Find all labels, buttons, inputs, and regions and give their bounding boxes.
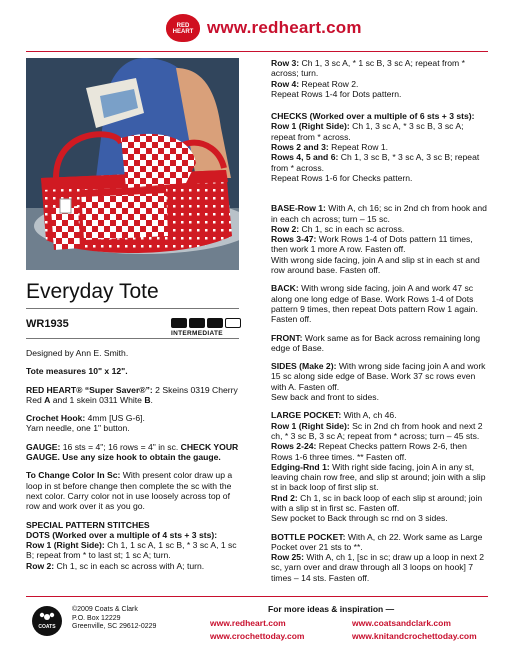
skill-bar-filled bbox=[189, 318, 205, 328]
page-header bbox=[0, 0, 510, 50]
gauge-info: GAUGE: 16 sts = 4"; 16 rows = 4" in sc. CHECK YOUR GAUGE. Use any size hook to obtain the gauge. bbox=[26, 441, 239, 463]
dots-row-2: Row 2: Ch 1, sc in each sc across with A; turn. bbox=[26, 560, 205, 571]
checks-repeat: Repeat Rows 1-6 for Checks pattern. bbox=[271, 172, 413, 183]
front-instructions: FRONT: Work same as for Back across remaining long edge of Base. bbox=[271, 332, 481, 353]
dots-repeat: Repeat Rows 1-4 for Dots pattern. bbox=[271, 88, 402, 99]
base-finish: With wrong side facing, join A and slip st in each st and row around base. Fasten off. bbox=[271, 254, 480, 276]
tote-photo bbox=[26, 58, 239, 270]
skill-bar-empty bbox=[225, 318, 241, 328]
hook-info: Crochet Hook: 4mm [US G-6]. Yarn needle, one 1" button. bbox=[26, 413, 145, 434]
coats-logo: COATS bbox=[32, 606, 62, 636]
link-knitandcrochettoday[interactable]: www.knitandcrochettoday.com bbox=[352, 631, 477, 641]
skill-bar-filled bbox=[207, 318, 223, 328]
color-change-info: To Change Color In Sc: With present color draw up a loop in st before change then complete the sc with the next color. Carry color not in use loosely across top of row and work over it as you go. bbox=[26, 470, 233, 512]
skill-bars bbox=[171, 318, 241, 328]
header-rule bbox=[26, 51, 488, 52]
sides-sew: Sew back and front to sides. bbox=[271, 392, 379, 403]
skill-level-indicator bbox=[171, 318, 241, 337]
dots-row-3: Row 3: Ch 1, 3 sc A, * 1 sc B, 3 sc A; repeat from * across; turn. bbox=[271, 58, 465, 79]
checks-rows-2-3: Rows 2 and 3: Repeat Row 1. bbox=[271, 142, 389, 153]
skill-level-label: INTERMEDIATE bbox=[171, 330, 223, 337]
checks-row-1: Row 1 (Right Side): Ch 1, 3 sc A, * 3 sc B, 3 sc A; repeat from * across. bbox=[271, 121, 464, 142]
coats-emblem-icon bbox=[32, 606, 62, 636]
title-rule bbox=[26, 308, 239, 309]
right-column bbox=[271, 58, 487, 583]
link-coatsandclark[interactable]: www.coatsandclark.com bbox=[352, 618, 451, 628]
link-redheart[interactable]: www.redheart.com bbox=[210, 618, 286, 628]
ideas-heading: For more ideas & inspiration — bbox=[268, 604, 395, 614]
large-pocket-sew: Sew pocket to Back through sc rnd on 3 sides. bbox=[271, 513, 448, 524]
red-heart-logo: RED HEART bbox=[166, 14, 200, 42]
large-pocket-row-1: Row 1 (Right Side): Sc in 2nd ch from hook and next 2 ch, * 3 sc B, 3 sc A; repeat from * across; turn – 45 sts. bbox=[271, 420, 483, 441]
dots-row-4: Row 4: Repeat Row 2. bbox=[271, 78, 359, 89]
tote-illustration bbox=[26, 58, 239, 270]
footer-rule bbox=[26, 596, 488, 597]
left-column bbox=[26, 348, 242, 571]
dots-row-1: Row 1 (Right Side): Ch 1, 1 sc A, 1 sc B, * 3 sc A, 1 sc B; repeat from * to last st; 1 sc A; turn. bbox=[26, 540, 237, 561]
base-row-1: BASE-Row 1: With A, ch 16; sc in 2nd ch from hook and in each ch across; turn – 15 sc. bbox=[271, 203, 487, 224]
back-instructions: BACK: With wrong side facing, join A and work 47 sc along one long edge of Base. Work Rows 1-4 of Dots pattern 9 times, then repeat Dots pattern Row 1 again. Fasten off. bbox=[271, 283, 478, 325]
designer-credit: Designed by Ann E. Smith. bbox=[26, 348, 129, 358]
checks-title: CHECKS (Worked over a multiple of 6 sts + 3 sts): bbox=[271, 111, 475, 122]
skill-bar-filled bbox=[171, 318, 187, 328]
site-url[interactable]: www.redheart.com bbox=[207, 18, 362, 37]
bottle-pocket: BOTTLE POCKET: With A, ch 22. Work same as Large Pocket over 21 sts to **. bbox=[271, 531, 483, 552]
measurements: Tote measures 10" x 12". bbox=[26, 366, 128, 377]
large-pocket: LARGE POCKET: With A, ch 46. bbox=[271, 410, 397, 421]
header-block-rule bbox=[26, 338, 239, 339]
base-rows-3-47: Rows 3-47: Work Rows 1-4 of Dots pattern 11 times, then work 1 more A row. Fasten off. bbox=[271, 234, 473, 255]
large-pocket-rows-2-24: Rows 2-24: Repeat Checks pattern Rows 2-6, then Rows 1-6 three times. ** Fasten off. bbox=[271, 441, 467, 462]
yarn-info: RED HEART® “Super Saver®”: 2 Skeins 0319 Cherry Red A and 1 skein 0311 White B. bbox=[26, 384, 238, 405]
link-crochettoday[interactable]: www.crochettoday.com bbox=[210, 631, 305, 641]
special-stitches-title: SPECIAL PATTERN STITCHES bbox=[26, 519, 150, 530]
edging-rnd-1: Edging-Rnd 1: With right side facing, join A in any st, leaving chain row free, and slip st around; join with a slip st in back loop of first slip st. bbox=[271, 461, 486, 493]
bottle-pocket-row-25: Row 25: With A, ch 1, [sc in sc; draw up a loop in next 2 sc, yarn over and draw through all 3 loops on hook] 7 times – 14 sts. Fasten off. bbox=[271, 552, 485, 583]
checks-rows-4-6: Rows 4, 5 and 6: Ch 1, 3 sc B, * 3 sc A, 3 sc B; repeat from * across. bbox=[271, 152, 480, 173]
pattern-title: Everyday Tote bbox=[26, 280, 159, 303]
dots-title: DOTS (Worked over a multiple of 4 sts + 3 sts): bbox=[26, 529, 218, 540]
edging-rnd-2: Rnd 2: Ch 1, sc in back loop of each slip st around; join with a slip st in first sc. Fasten off. bbox=[271, 492, 483, 513]
sides-instructions: SIDES (Make 2): With wrong side facing join A and work 15 sc along side edge of Base. Work 37 sc rows even with A. Fasten off. bbox=[271, 361, 486, 392]
company-address: ©2009 Coats & Clark P.O. Box 12229 Greenville, SC 29612-0229 bbox=[72, 606, 157, 630]
pattern-code: WR1935 bbox=[26, 318, 69, 330]
base-row-2: Row 2: Ch 1, sc in each sc across. bbox=[271, 223, 405, 234]
